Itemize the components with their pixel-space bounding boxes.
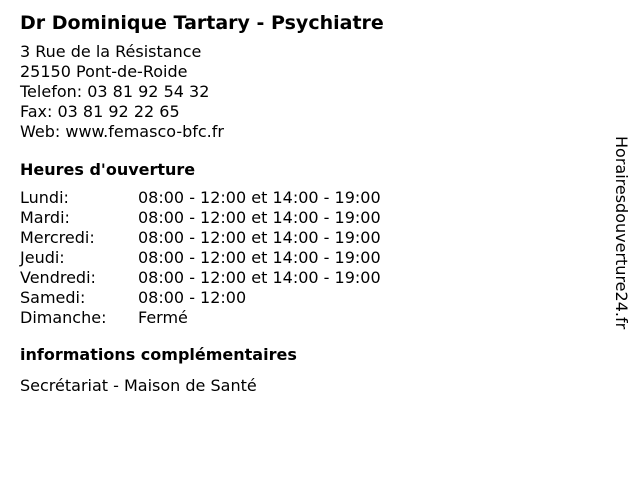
- hours-row-monday: [20, 188, 580, 208]
- info-heading: informations complémentaires: [20, 345, 297, 364]
- time-value: 08:00 - 12:00 et 14:00 - 19:00: [138, 268, 381, 287]
- page-title: Dr Dominique Tartary - Psychiatre: [20, 12, 384, 34]
- time-value: 08:00 - 12:00 et 14:00 - 19:00: [138, 208, 381, 227]
- hours-table: [20, 188, 580, 328]
- day-label: Lundi:: [20, 188, 69, 207]
- website: Web: www.femasco-bfc.fr: [20, 122, 224, 141]
- hours-row-thursday: [20, 248, 580, 268]
- hours-row-tuesday: [20, 208, 580, 228]
- hours-row-saturday: [20, 288, 580, 308]
- day-label: Samedi:: [20, 288, 86, 307]
- day-label: Vendredi:: [20, 268, 96, 287]
- brand-watermark: Horairesdouverture24.fr: [612, 136, 631, 330]
- time-value: Fermé: [138, 308, 188, 327]
- time-value: 08:00 - 12:00 et 14:00 - 19:00: [138, 188, 381, 207]
- fax-number: Fax: 03 81 92 22 65: [20, 102, 180, 121]
- info-text: Secrétariat - Maison de Santé: [20, 376, 257, 395]
- day-label: Dimanche:: [20, 308, 107, 327]
- address-city: 25150 Pont-de-Roide: [20, 62, 188, 81]
- address-block: [20, 42, 580, 142]
- day-label: Jeudi:: [20, 248, 65, 267]
- hours-heading: Heures d'ouverture: [20, 160, 196, 179]
- address-street: 3 Rue de la Résistance: [20, 42, 202, 61]
- day-label: Mardi:: [20, 208, 70, 227]
- content: [20, 10, 580, 396]
- time-value: 08:00 - 12:00 et 14:00 - 19:00: [138, 248, 381, 267]
- day-label: Mercredi:: [20, 228, 95, 247]
- phone-number: Telefon: 03 81 92 54 32: [20, 82, 210, 101]
- hours-row-sunday: [20, 308, 580, 328]
- time-value: 08:00 - 12:00: [138, 288, 247, 307]
- hours-row-friday: [20, 268, 580, 288]
- hours-row-wednesday: [20, 228, 580, 248]
- time-value: 08:00 - 12:00 et 14:00 - 19:00: [138, 228, 381, 247]
